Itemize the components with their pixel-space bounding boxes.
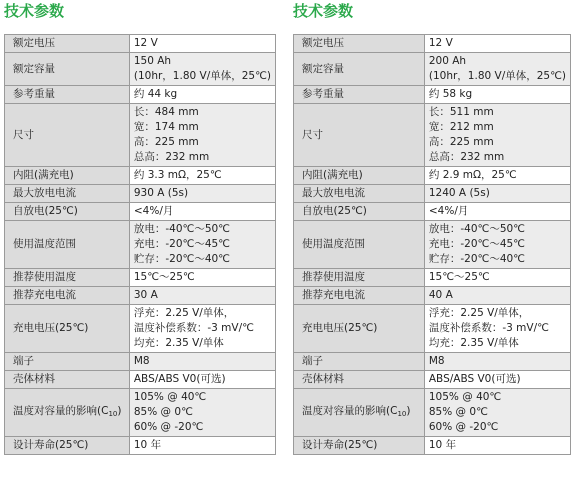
spec-key-cell (294, 269, 425, 287)
spec-panel-left (4, 0, 276, 455)
spec-row (294, 35, 571, 53)
spec-row (5, 104, 276, 167)
spec-row (5, 305, 276, 353)
spec-row (294, 221, 571, 269)
spec-value-line: 总高：232 mm (428, 151, 505, 163)
spec-value-cell (129, 353, 275, 371)
spec-key-tail: ) (117, 404, 122, 417)
spec-value-line: 温度补偿系数：-3 mV/℃ (133, 322, 254, 334)
spec-row (294, 185, 571, 203)
spec-key-cell (5, 221, 130, 269)
spec-row (294, 389, 571, 437)
spec-row (294, 269, 571, 287)
spec-key-cell (5, 371, 130, 389)
spec-value-cell (424, 371, 570, 389)
spec-value-line: 长：511 mm (428, 106, 494, 118)
spec-key: 内阻(满充电) (302, 169, 363, 181)
spec-row (5, 269, 276, 287)
spec-key: 额定电压 (13, 37, 55, 49)
spec-value-cell (129, 269, 275, 287)
spec-value-cell (424, 35, 570, 53)
spec-key-cell (294, 353, 425, 371)
spec-row (5, 167, 276, 185)
spec-key: 推荐使用温度 (302, 271, 365, 283)
spec-key-cell (5, 35, 130, 53)
spec-value-line: 约 44 kg (133, 88, 178, 100)
spec-key: 额定容量 (13, 62, 55, 75)
spec-value-line: 宽：174 mm (133, 121, 199, 133)
spec-key-cell (294, 185, 425, 203)
spec-key-cell (294, 203, 425, 221)
spec-value-cell (129, 104, 275, 167)
spec-row (5, 221, 276, 269)
spec-value-line: 放电：-40℃～50℃ (428, 223, 525, 235)
panel-title: 技术参数 (4, 2, 65, 20)
spec-table (293, 34, 571, 455)
spec-value-line: 15℃～25℃ (428, 271, 490, 283)
spec-key: 温度对容量的影响(C (13, 404, 109, 417)
spec-value-cell (424, 203, 570, 221)
spec-row (5, 86, 276, 104)
spec-value-cell (424, 389, 570, 437)
spec-row (294, 287, 571, 305)
spec-value-line: 约 3.3 mΩ，25℃ (133, 169, 222, 181)
spec-row (5, 35, 276, 53)
spec-key-cell (294, 167, 425, 185)
spec-value-line: 85% @ 0℃ (428, 406, 488, 418)
spec-value-line: M8 (428, 355, 445, 367)
spec-row (5, 203, 276, 221)
spec-value-cell (424, 185, 570, 203)
spec-value-cell (424, 269, 570, 287)
spec-value-line: 40 A (428, 289, 453, 301)
spec-key-cell (5, 437, 130, 455)
spec-key-cell (5, 167, 130, 185)
spec-key: 使用温度范围 (302, 238, 365, 250)
spec-value-line: 15℃～25℃ (133, 271, 195, 283)
spec-value-cell (129, 287, 275, 305)
spec-row (294, 53, 571, 86)
spec-key-cell (5, 53, 130, 86)
spec-key-subscript: 10 (397, 409, 407, 418)
spec-value-line: 温度补偿系数：-3 mV/℃ (428, 322, 549, 334)
spec-key-cell (5, 269, 130, 287)
spec-key-cell (294, 389, 425, 437)
spec-value-cell (424, 287, 570, 305)
spec-row (5, 437, 276, 455)
panel-title: 技术参数 (293, 2, 354, 20)
spec-row (5, 53, 276, 86)
spec-value-line: 105% @ 40℃ (133, 391, 207, 403)
spec-key-cell (294, 437, 425, 455)
spec-value-line: 高：225 mm (133, 136, 199, 148)
spec-key: 最大放电电流 (13, 187, 76, 199)
spec-key-cell (5, 203, 130, 221)
spec-key: 端子 (13, 355, 34, 367)
spec-key: 设计寿命(25℃) (13, 439, 89, 451)
spec-value-line: 30 A (133, 289, 158, 301)
spec-key: 使用温度范围 (13, 238, 76, 250)
spec-value-line: 均充：2.35 V/单体 (428, 337, 519, 349)
spec-value-line: 约 58 kg (428, 88, 473, 100)
spec-key: 尺寸 (302, 128, 323, 141)
spec-row (294, 371, 571, 389)
spec-value-line: 12 V (428, 37, 453, 49)
spec-table (4, 34, 276, 455)
spec-key: 参考重量 (13, 88, 55, 100)
spec-value-cell (129, 203, 275, 221)
spec-value-line: 贮存：-20℃～40℃ (133, 253, 230, 265)
spec-row (294, 437, 571, 455)
spec-value-line: 总高：232 mm (133, 151, 210, 163)
spec-value-line: 12 V (133, 37, 158, 49)
spec-value-cell (424, 437, 570, 455)
spec-value-line: <4%/月 (133, 205, 174, 217)
spec-key-cell (294, 371, 425, 389)
spec-key: 充电电压(25℃) (13, 322, 89, 334)
spec-key: 内阻(满充电) (13, 169, 74, 181)
spec-key-cell (5, 185, 130, 203)
spec-row (5, 371, 276, 389)
spec-row (5, 353, 276, 371)
spec-value-line: <4%/月 (428, 205, 469, 217)
spec-value-cell (129, 389, 275, 437)
spec-key: 推荐使用温度 (13, 271, 76, 283)
spec-value-line: 高：225 mm (428, 136, 494, 148)
spec-key: 设计寿命(25℃) (302, 439, 378, 451)
spec-key-cell (294, 86, 425, 104)
spec-value-line: 放电：-40℃～50℃ (133, 223, 230, 235)
spec-value-line: 10 年 (133, 439, 162, 451)
spec-key-cell (5, 104, 130, 167)
spec-key-cell (294, 104, 425, 167)
spec-value-cell (424, 353, 570, 371)
spec-key-subscript: 10 (108, 409, 118, 418)
spec-key-cell (294, 35, 425, 53)
spec-panel-right (293, 0, 571, 455)
spec-value-line: 60% @ -20℃ (428, 421, 499, 433)
spec-value-cell (129, 437, 275, 455)
spec-row (294, 353, 571, 371)
spec-value-cell (129, 185, 275, 203)
spec-value-line: 930 A (5s) (133, 187, 189, 199)
spec-value-cell (424, 104, 570, 167)
spec-key-tail: ) (406, 404, 411, 417)
spec-value-line: (10hr，1.80 V/单体，25℃) (428, 70, 566, 82)
spec-key: 壳体材料 (302, 373, 344, 385)
spec-key-cell (5, 389, 130, 437)
spec-value-cell (129, 305, 275, 353)
spec-value-line: 充电：-20℃～45℃ (428, 238, 525, 250)
spec-value-cell (424, 86, 570, 104)
spec-key-cell (5, 353, 130, 371)
spec-value-line: 宽：212 mm (428, 121, 494, 133)
spec-value-cell (129, 35, 275, 53)
spec-key: 最大放电电流 (302, 187, 365, 199)
spec-value-line: 105% @ 40℃ (428, 391, 502, 403)
spec-value-line: 85% @ 0℃ (133, 406, 193, 418)
spec-value-cell (424, 305, 570, 353)
spec-value-cell (424, 53, 570, 86)
spec-key-cell (5, 305, 130, 353)
spec-key: 壳体材料 (13, 373, 55, 385)
spec-key: 温度对容量的影响(C (302, 404, 398, 417)
spec-key-cell (294, 221, 425, 269)
spec-key: 推荐充电电流 (13, 289, 76, 301)
spec-value-line: 浮充：2.25 V/单体， (133, 307, 235, 319)
spec-key-cell (294, 53, 425, 86)
spec-value-line: 浮充：2.25 V/单体， (428, 307, 530, 319)
spec-value-cell (424, 167, 570, 185)
spec-value-cell (129, 167, 275, 185)
spec-value-line: ABS/ABS V0(可选) (428, 373, 521, 385)
spec-key: 自放电(25℃) (13, 205, 78, 217)
spec-value-line: M8 (133, 355, 150, 367)
spec-value-cell (129, 53, 275, 86)
spec-value-line: (10hr，1.80 V/单体，25℃) (133, 70, 271, 82)
spec-value-line: 均充：2.35 V/单体 (133, 337, 224, 349)
spec-row (5, 185, 276, 203)
spec-key: 参考重量 (302, 88, 344, 100)
spec-value-cell (129, 86, 275, 104)
spec-value-line: 60% @ -20℃ (133, 421, 204, 433)
spec-key: 尺寸 (13, 128, 34, 141)
spec-key: 端子 (302, 355, 323, 367)
spec-key-cell (5, 287, 130, 305)
spec-value-line: 150 Ah (133, 55, 172, 67)
spec-row (294, 86, 571, 104)
spec-row (294, 305, 571, 353)
spec-key: 自放电(25℃) (302, 205, 367, 217)
spec-row (5, 287, 276, 305)
spec-key-cell (5, 86, 130, 104)
spec-key: 额定电压 (302, 37, 344, 49)
spec-value-cell (129, 221, 275, 269)
spec-key: 推荐充电电流 (302, 289, 365, 301)
spec-value-line: 长：484 mm (133, 106, 199, 118)
spec-value-line: 约 2.9 mΩ，25℃ (428, 169, 517, 181)
spec-row (294, 203, 571, 221)
spec-key: 额定容量 (302, 62, 344, 75)
spec-row (294, 167, 571, 185)
spec-value-line: 200 Ah (428, 55, 467, 67)
spec-value-line: 10 年 (428, 439, 457, 451)
spec-key-cell (294, 305, 425, 353)
spec-value-line: ABS/ABS V0(可选) (133, 373, 226, 385)
spec-key: 充电电压(25℃) (302, 322, 378, 334)
spec-value-cell (424, 221, 570, 269)
spec-value-line: 贮存：-20℃～40℃ (428, 253, 525, 265)
spec-value-cell (129, 371, 275, 389)
spec-key-cell (294, 287, 425, 305)
spec-row (294, 104, 571, 167)
spec-value-line: 1240 A (5s) (428, 187, 490, 199)
spec-value-line: 充电：-20℃～45℃ (133, 238, 230, 250)
spec-row (5, 389, 276, 437)
